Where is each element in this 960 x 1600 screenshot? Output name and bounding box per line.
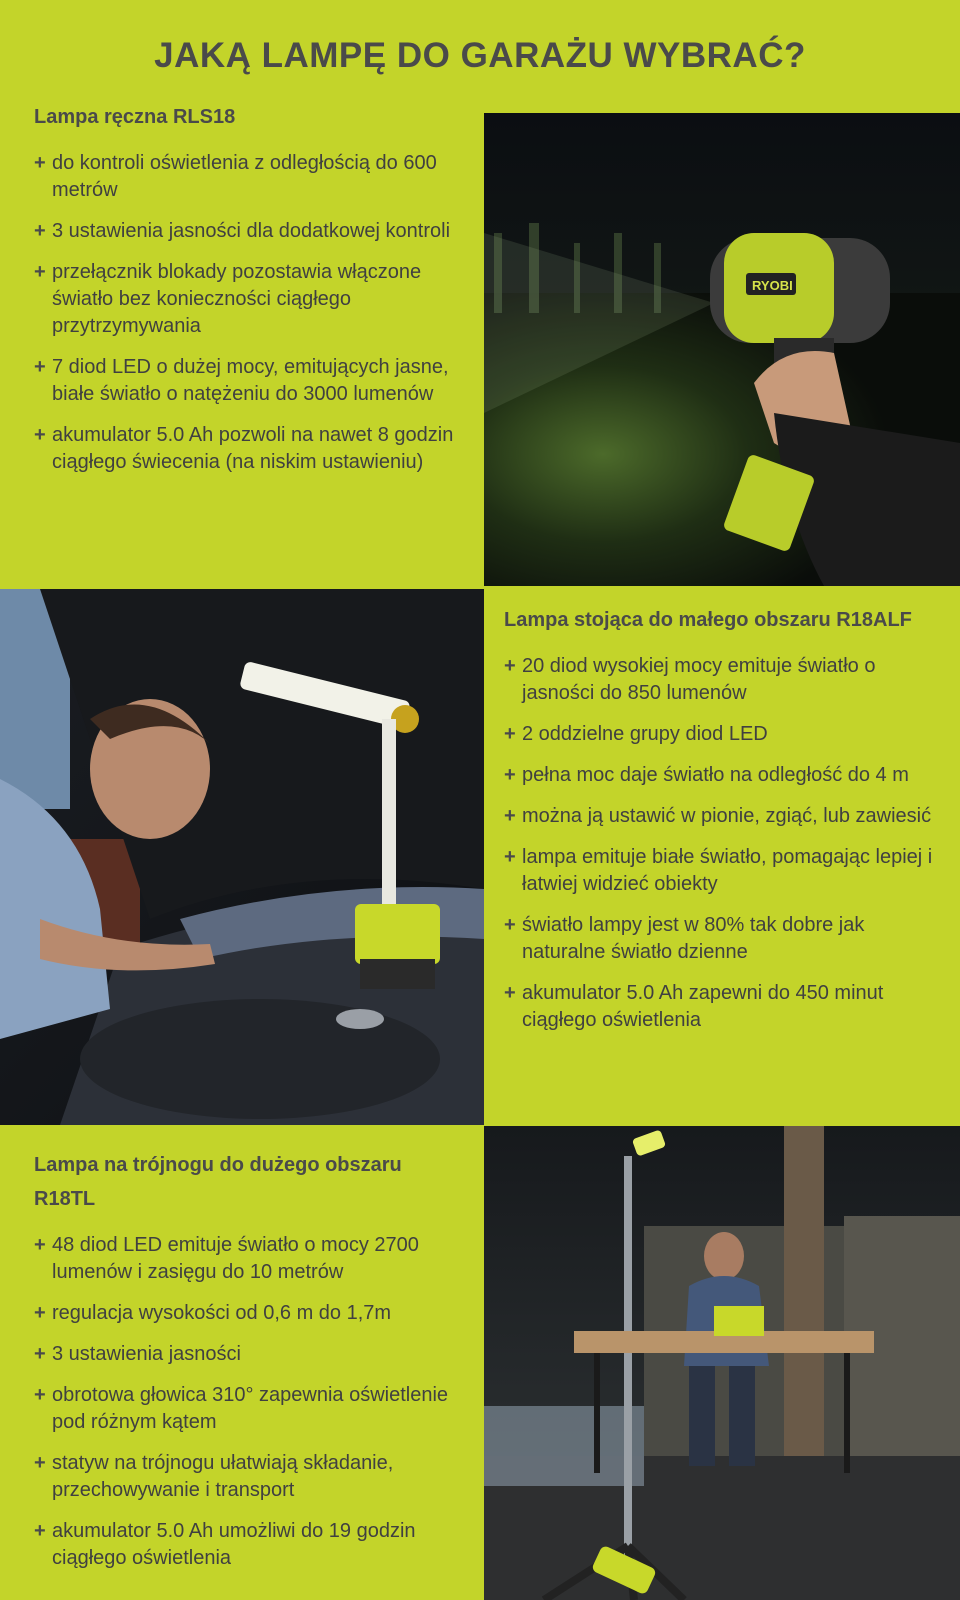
- standing-lamp-photo: [0, 589, 484, 1125]
- plus-icon: +: [34, 220, 46, 242]
- section-heading: Lampa ręczna RLS18: [34, 106, 236, 128]
- page-title: JAKĄ LAMPĘ DO GARAŻU WYBRAĆ?: [154, 36, 806, 75]
- plus-icon: +: [34, 261, 46, 283]
- list-item: + można ją ustawić w pionie, zgiąć, lub zawiesić: [504, 803, 944, 830]
- list-item: + przełącznik blokady pozostawia włączone światło bez konieczności ciągłego przytrzymywania: [34, 261, 422, 337]
- plus-icon: +: [504, 805, 516, 827]
- plus-icon: +: [34, 1343, 46, 1365]
- plus-icon: +: [504, 914, 516, 936]
- plus-icon: +: [504, 764, 516, 786]
- list-item: + 7 diod LED o dużej mocy, emitujących jasne, białe światło o natężeniu do 3000 lumenów: [34, 356, 449, 405]
- feature-list: [34, 1232, 474, 1572]
- list-item: + światło lampy jest w 80% tak dobre jak naturalne światło dzienne: [504, 914, 865, 963]
- list-item: + regulacja wysokości od 0,6 m do 1,7m: [34, 1300, 474, 1327]
- plus-icon: +: [34, 424, 46, 446]
- plus-icon: +: [34, 1520, 46, 1542]
- plus-icon: +: [504, 846, 516, 868]
- plus-icon: +: [34, 1302, 46, 1324]
- plus-icon: +: [34, 1384, 46, 1406]
- list-item: + obrotowa głowica 310° zapewnia oświetlenie pod różnym kątem: [34, 1384, 449, 1433]
- list-item: + pełna moc daje światło na odległość do 4 m: [504, 762, 944, 789]
- plus-icon: +: [34, 152, 46, 174]
- section-heading: Lampa stojąca do małego obszaru R18ALF: [504, 609, 912, 631]
- plus-icon: +: [34, 356, 46, 378]
- list-item: + do kontroli oświetlenia z odległością do 600 metrów: [34, 152, 437, 201]
- list-item: + 48 diod LED emituje światło o mocy 2700 lumenów i zasięgu do 10 metrów: [34, 1234, 419, 1283]
- plus-icon: +: [504, 982, 516, 1004]
- section-r18tl: [34, 1148, 474, 1586]
- section-rls18: [34, 100, 474, 490]
- list-item: + statyw na trójnogu ułatwiają składanie, przechowywanie i transport: [34, 1452, 394, 1501]
- plus-icon: +: [504, 723, 516, 745]
- feature-list: [504, 653, 944, 1034]
- feature-list: [34, 150, 474, 476]
- ryobi-logo: RYOBI: [752, 278, 793, 293]
- section-r18alf: [504, 603, 944, 1048]
- handheld-lamp-photo: [484, 113, 960, 586]
- list-item: + akumulator 5.0 Ah umożliwi do 19 godzin ciągłego oświetlenia: [34, 1520, 416, 1569]
- plus-icon: +: [34, 1452, 46, 1474]
- list-item: + lampa emituje białe światło, pomagając lepiej i łatwiej widzieć obiekty: [504, 846, 933, 895]
- list-item: + 20 diod wysokiej mocy emituje światło o jasności do 850 lumenów: [504, 655, 876, 704]
- plus-icon: +: [504, 655, 516, 677]
- list-item: + 2 oddzielne grupy diod LED: [504, 721, 944, 748]
- section-heading: Lampa na trójnogu do dużego obszaru R18TL: [34, 1154, 402, 1210]
- list-item: + 3 ustawienia jasności: [34, 1341, 474, 1368]
- list-item: + akumulator 5.0 Ah zapewni do 450 minut ciągłego oświetlenia: [504, 982, 884, 1031]
- tripod-lamp-photo: [484, 1126, 960, 1600]
- list-item: + 3 ustawienia jasności dla dodatkowej kontroli: [34, 218, 474, 245]
- list-item: + akumulator 5.0 Ah pozwoli na nawet 8 godzin ciągłego świecenia (na niskim ustawieniu): [34, 424, 454, 473]
- plus-icon: +: [34, 1234, 46, 1256]
